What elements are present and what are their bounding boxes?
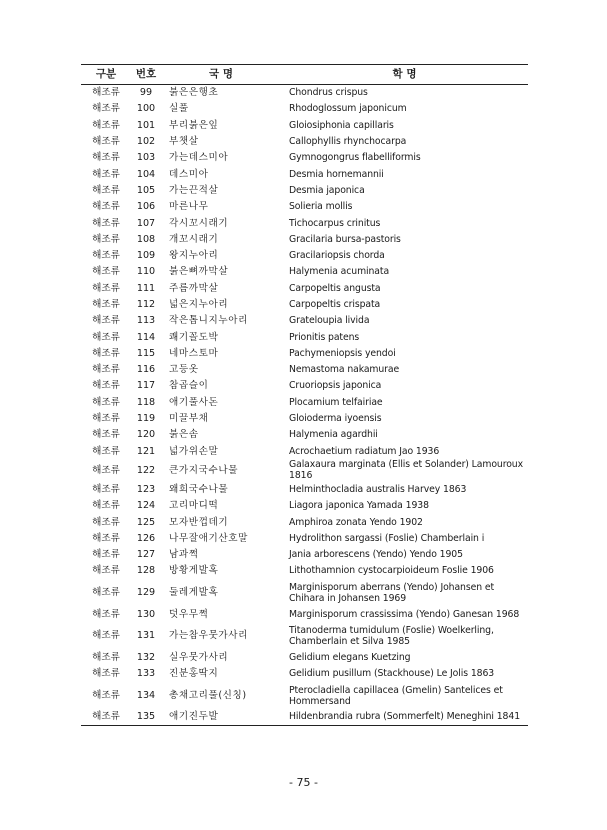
table-row	[81, 166, 528, 182]
scientific-name-cell: Pachymeniopsis yendoi	[289, 347, 396, 359]
korean-name-cell: 미끌부채	[169, 413, 209, 425]
table-row	[81, 709, 528, 725]
table-row	[81, 410, 528, 426]
table-row	[81, 101, 528, 117]
number-cell: 127	[136, 549, 156, 561]
number-cell: 113	[136, 315, 156, 327]
category-cell: 해조류	[92, 549, 120, 561]
number-cell: 109	[136, 250, 156, 262]
number-cell: 111	[136, 282, 156, 294]
korean-name-cell: 데스미아	[169, 168, 209, 180]
table-row	[81, 280, 528, 296]
korean-name-cell: 왕지누아리	[169, 250, 219, 262]
number-cell: 102	[136, 136, 156, 148]
category-cell: 해조류	[92, 152, 120, 164]
table-row	[81, 530, 528, 546]
korean-name-cell: 방황게발혹	[169, 565, 219, 577]
number-cell: 125	[136, 516, 156, 528]
number-cell: 110	[136, 266, 156, 278]
korean-name-cell: 가는데스미아	[169, 152, 229, 164]
number-cell: 121	[136, 445, 156, 457]
scientific-name-cell: Gracilaria bursa-pastoris	[289, 233, 401, 245]
korean-name-cell: 고등옷	[169, 364, 199, 376]
category-cell: 해조류	[92, 250, 120, 262]
korean-name-cell: 애기진두발	[169, 711, 219, 723]
table-row	[81, 563, 528, 579]
number-cell: 128	[136, 565, 156, 577]
category-cell: 해조류	[92, 315, 120, 327]
category-cell: 해조류	[92, 168, 120, 180]
korean-name-cell: 진분홍딱지	[169, 668, 219, 680]
table-row	[81, 394, 528, 410]
number-cell: 124	[136, 500, 156, 512]
scientific-name-cell: Prionitis patens	[289, 331, 360, 343]
korean-name-cell: 부챗살	[169, 136, 199, 148]
korean-name-cell: 참곱슬이	[169, 380, 209, 392]
korean-name-cell: 각시꼬시래기	[169, 217, 229, 229]
number-cell: 126	[136, 532, 156, 544]
category-cell: 해조류	[92, 233, 120, 245]
number-cell: 119	[136, 413, 156, 425]
scientific-name-cell: Plocamium telfairiae	[289, 396, 383, 408]
category-cell: 해조류	[92, 690, 120, 701]
number-cell: 104	[136, 168, 156, 180]
scientific-name-cell: Hildenbrandia rubra (Sommerfelt) Meneghini 1841	[289, 711, 521, 723]
table-row	[81, 247, 528, 263]
category-cell: 해조류	[92, 483, 120, 495]
scientific-name-cell: Helminthocladia australis Harvey 1863	[289, 483, 467, 495]
category-cell: 해조류	[92, 532, 120, 544]
scientific-name-cell: Marginisporum aberrans (Yendo) Johansen et Chihara in Johansen 1969	[289, 581, 495, 604]
scientific-name-cell: Gloioderma iyoensis	[289, 413, 382, 425]
scientific-name-cell: Acrochaetium radiatum Jao 1936	[289, 445, 440, 457]
scientific-name-cell: Grateloupia livida	[289, 315, 370, 327]
number-cell: 114	[136, 331, 156, 343]
table-row	[81, 150, 528, 166]
scientific-name-cell: Carpopeltis crispata	[289, 299, 381, 310]
scientific-name-cell: Gymnogongrus flabelliformis	[289, 152, 421, 164]
category-cell: 해조류	[92, 266, 120, 278]
number-cell: 135	[136, 711, 156, 723]
category-cell: 해조류	[92, 217, 120, 229]
table-row	[81, 682, 528, 709]
scientific-name-cell: Pterocladiella capillacea (Gmelin) Santelices et Hommersand	[289, 684, 503, 707]
table-row	[81, 199, 528, 215]
number-cell: 108	[136, 233, 156, 245]
category-cell: 해조류	[92, 464, 120, 476]
table-row	[81, 514, 528, 530]
number-cell: 120	[136, 429, 156, 441]
table-row	[81, 579, 528, 606]
number-cell: 123	[136, 483, 156, 495]
scientific-name-cell: Titanoderma tumidulum (Foslie) Woelkerling, Chamberlain et Silva 1985	[289, 624, 494, 647]
table-row	[81, 378, 528, 394]
number-cell: 118	[136, 396, 156, 408]
scientific-name-cell: Chondrus crispus	[289, 87, 368, 99]
category-cell: 해조류	[92, 445, 120, 457]
category-cell: 해조류	[92, 396, 120, 408]
table-row	[81, 264, 528, 280]
category-cell: 해조류	[92, 413, 120, 425]
number-cell: 133	[136, 668, 156, 680]
category-cell: 해조류	[92, 565, 120, 577]
number-cell: 131	[136, 630, 156, 642]
table-row	[81, 649, 528, 665]
number-cell: 117	[136, 380, 156, 392]
header-row	[81, 65, 528, 85]
category-cell: 해조류	[92, 587, 120, 599]
scientific-name-cell: Halymenia acuminata	[289, 266, 390, 278]
korean-name-cell: 개꼬시래기	[169, 233, 219, 245]
table-row	[81, 362, 528, 378]
scientific-name-cell: Marginisporum crassissima (Yendo) Ganesan 1968	[289, 608, 520, 620]
korean-name-cell: 주름까막살	[169, 282, 219, 294]
table-row	[81, 459, 528, 481]
scientific-name-cell: Gelidium pusillum (Stackhouse) Le Jolis 1863	[289, 668, 495, 680]
number-cell: 105	[136, 184, 156, 196]
scientific-name-cell: Lithothamnion cystocarpioideum Foslie 1906	[289, 565, 494, 577]
korean-name-cell: 고리마디떡	[169, 500, 219, 512]
category-cell: 해조류	[92, 380, 120, 392]
table-row	[81, 481, 528, 497]
korean-name-cell: 가는끈적살	[169, 184, 219, 196]
table-row	[81, 231, 528, 247]
number-cell: 116	[136, 364, 156, 376]
category-cell: 해조류	[92, 364, 120, 376]
table-row	[81, 85, 528, 101]
scientific-name-cell: Liagora japonica Yamada 1938	[289, 500, 429, 512]
header-number: 번호	[135, 68, 157, 80]
scientific-name-cell: Carpopeltis angusta	[289, 282, 381, 294]
table-row	[81, 313, 528, 329]
number-cell: 107	[136, 217, 156, 229]
scientific-name-cell: Callophyllis rhynchocarpa	[289, 136, 407, 148]
category-cell: 해조류	[92, 299, 120, 310]
korean-name-cell: 총채고리풀(신칭)	[169, 690, 247, 701]
scientific-name-cell: Jania arborescens (Yendo) Yendo 1905	[289, 549, 463, 561]
scientific-name-cell: Rhodoglossum japonicum	[289, 103, 407, 115]
table-row	[81, 622, 528, 649]
table-row	[81, 117, 528, 133]
number-cell: 129	[136, 587, 156, 599]
korean-name-cell: 실우뭇가사리	[169, 652, 229, 664]
scientific-name-cell: Hydrolithon sargassi (Foslie) Chamberlain i	[289, 532, 485, 544]
table-row	[81, 427, 528, 443]
korean-name-cell: 큰가지국수나물	[169, 464, 239, 476]
korean-name-cell: 넓은지누아리	[169, 299, 229, 310]
table-row	[81, 547, 528, 563]
category-cell: 해조류	[92, 652, 120, 664]
table-row	[81, 606, 528, 622]
category-cell: 해조류	[92, 630, 120, 642]
number-cell: 115	[136, 347, 156, 359]
category-cell: 해조류	[92, 347, 120, 359]
table-row	[81, 443, 528, 459]
number-cell: 101	[136, 119, 156, 131]
number-cell: 103	[136, 152, 156, 164]
number-cell: 100	[136, 103, 156, 115]
category-cell: 해조류	[92, 331, 120, 343]
category-cell: 해조류	[92, 429, 120, 441]
scientific-name-cell: Galaxaura marginata (Ellis et Solander) Lamouroux 1816	[289, 459, 524, 482]
category-cell: 해조류	[92, 516, 120, 528]
table-row	[81, 215, 528, 231]
scientific-name-cell: Gracilariopsis chorda	[289, 250, 385, 262]
scientific-name-cell: Cruoriopsis japonica	[289, 380, 382, 392]
number-cell: 112	[136, 299, 156, 310]
table-body	[81, 85, 528, 726]
korean-name-cell: 넓가위손말	[169, 445, 219, 457]
korean-name-cell: 나무잘애기산호말	[169, 532, 248, 544]
number-cell: 134	[136, 690, 156, 701]
scientific-name-cell: Nemastoma nakamurae	[289, 364, 400, 376]
category-cell: 해조류	[92, 184, 120, 196]
scientific-name-cell: Halymenia agardhii	[289, 429, 378, 441]
table-row	[81, 345, 528, 361]
scientific-name-cell: Desmia hornemannii	[289, 168, 384, 180]
table-row	[81, 498, 528, 514]
scientific-name-cell: Gloiosiphonia capillaris	[289, 119, 394, 131]
category-cell: 해조류	[92, 282, 120, 294]
header-scientific-name: 학 명	[392, 68, 417, 80]
category-cell: 해조류	[92, 87, 120, 99]
number-cell: 122	[136, 464, 156, 476]
header-korean-name: 국 명	[209, 68, 233, 80]
korean-name-cell: 부리붉은잎	[169, 119, 219, 131]
korean-name-cell: 실풀	[169, 103, 189, 115]
category-cell: 해조류	[92, 500, 120, 512]
number-cell: 106	[136, 201, 156, 213]
korean-name-cell: 애기풀사돈	[169, 396, 219, 408]
korean-name-cell: 붉은솜	[169, 429, 199, 441]
scientific-name-cell: Amphiroa zonata Yendo 1902	[289, 516, 423, 528]
korean-name-cell: 작은톱니지누아리	[169, 315, 248, 327]
scientific-name-cell: Desmia japonica	[289, 184, 365, 196]
number-cell: 132	[136, 652, 156, 664]
scientific-name-cell: Gelidium elegans Kuetzing	[289, 652, 411, 664]
table-row	[81, 329, 528, 345]
number-cell: 99	[139, 87, 153, 99]
scientific-name-cell: Tichocarpus crinitus	[289, 217, 381, 229]
korean-name-cell: 네마스토마	[169, 347, 219, 359]
category-cell: 해조류	[92, 136, 120, 148]
table-header	[81, 65, 528, 85]
species-table	[81, 64, 528, 726]
korean-name-cell: 왜희국수나물	[169, 483, 229, 495]
korean-name-cell: 모자반껍데기	[169, 516, 229, 528]
korean-name-cell: 가는참우뭇가사리	[169, 630, 248, 642]
table-row	[81, 182, 528, 198]
table-row	[81, 666, 528, 682]
category-cell: 해조류	[92, 201, 120, 213]
korean-name-cell: 붉은은행초	[169, 87, 219, 99]
scientific-name-cell: Solieria mollis	[289, 201, 353, 213]
korean-name-cell: 쾌기꼴도박	[169, 331, 219, 343]
table-row	[81, 133, 528, 149]
korean-name-cell: 남과쩍	[169, 549, 199, 561]
korean-name-cell: 붉은뼈까막살	[169, 266, 229, 278]
page-number: - 75 -	[289, 776, 318, 789]
number-cell: 130	[136, 608, 156, 620]
header-category: 구분	[95, 68, 117, 80]
korean-name-cell: 덧우무쩍	[169, 608, 209, 620]
category-cell: 해조류	[92, 119, 120, 131]
category-cell: 해조류	[92, 711, 120, 723]
category-cell: 해조류	[92, 668, 120, 680]
category-cell: 해조류	[92, 103, 120, 115]
category-cell: 해조류	[92, 608, 120, 620]
korean-name-cell: 둘레게발혹	[169, 587, 219, 599]
korean-name-cell: 마른나무	[169, 201, 209, 213]
table-row	[81, 296, 528, 312]
